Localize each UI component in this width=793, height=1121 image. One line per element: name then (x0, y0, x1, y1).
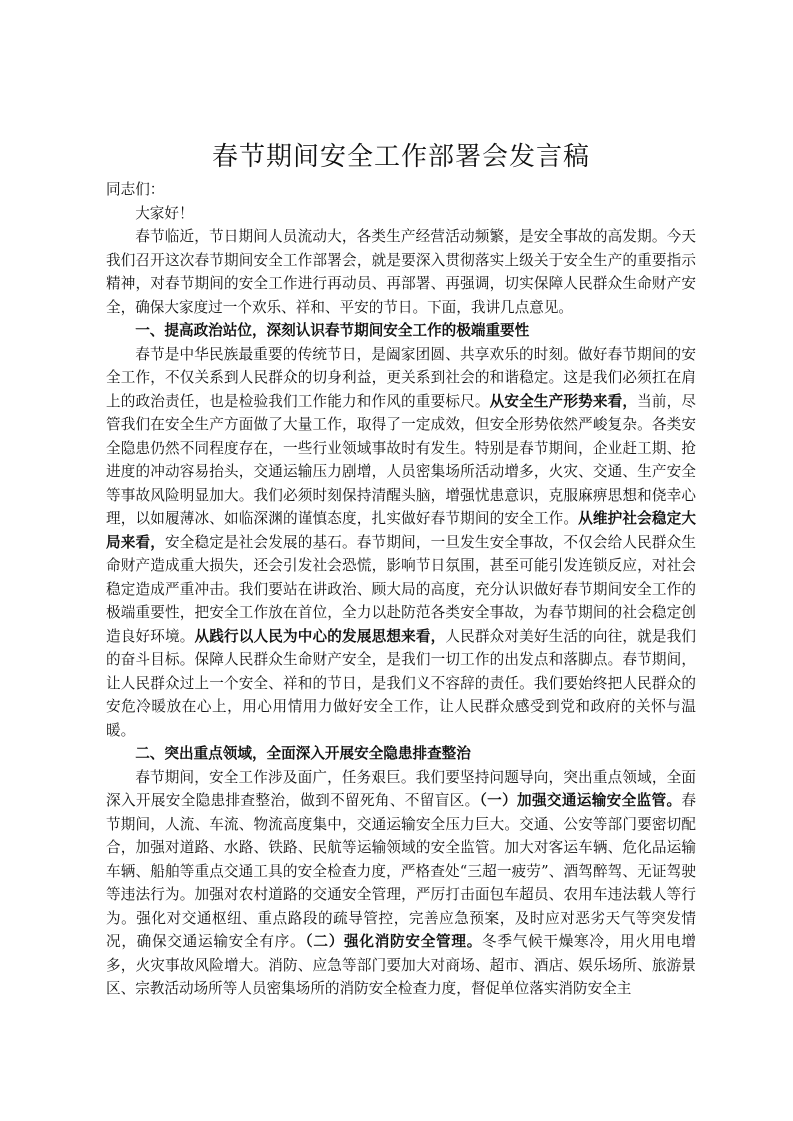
section-2-text-a: 春节期间，安全工作涉及面广，任务艰巨。我们要坚持问题导向，突出重点领域，全面深入开展安全隐患排查整治，做到不留死角、不留盲区。 (106, 768, 696, 809)
document-title: 春节期间安全工作部署会发言稿 (211, 142, 590, 172)
salutation: 同志们： (106, 181, 165, 198)
section-1-text-a: 春节是中华民族最重要的传统节日，是阖家团圆、共享欢乐的时刻。做好春节期间的安全工作，不仅关系到人民群众的切身利益，更关系到社会的和谐稳定。这是我们必须扛在肩上的政治责任，也是检验我们工作能力和作风的重要标尺。 (106, 345, 696, 410)
section-1-text-c: 安全稳定是社会发展的基石。春节期间，一旦发生安全事故，不仅会给人民群众生命财产造成重大损失，还会引发社会恐慌，影响节日氛围，甚至可能引发连锁反应，对社会稳定造成严重冲击。我们要站在讲政治、顾大局的高度，充分认识做好春节期间安全工作的极端重要性，把安全工作放在首位，全力以赴防范各类安全事故，为春节期间的社会稳定创造良好环境。 (106, 533, 696, 645)
section-2-heading: 二、突出重点领域，全面深入开展安全隐患排查整治 (135, 745, 471, 762)
section-1-emphasis-people-centered: 从践行以人民为中心的发展思想来看， (194, 627, 446, 645)
section-1-paragraph (106, 343, 696, 743)
document-body (106, 138, 696, 1001)
section-2-paragraph (106, 766, 696, 1001)
section-2-subheading-traffic: （一）加强交通运输安全监管。 (479, 792, 682, 809)
intro-paragraph: 春节临近，节日期间人员流动大，各类生产经营活动频繁，是安全事故的高发期。今天我们召开这次春节期间安全工作部署会，就是要深入贯彻落实上级关于安全生产的重要指示精神，对春节期间的安全工作进行再动员、再部署、再强调，切实保障人民群众生命财产安全，确保大家度过一个欢乐、祥和、平安的节日。下面，我讲几点意见。 (106, 228, 696, 316)
section-1-emphasis-safety-situation: 从安全生产形势来看， (489, 392, 638, 410)
greeting: 大家好！ (135, 204, 194, 222)
section-1-text-d: 人民群众对美好生活的向往，就是我们的奋斗目标。保障人民群众生命财产安全，是我们一切工作的出发点和落脚点。春节期间，让人民群众过上一个安全、祥和的节日，是我们义不容辞的责任。我们要始终把人民群众的安危冷暖放在心上，用心用情用力做好安全工作，让人民群众感受到党和政府的关怀与温暖。 (106, 627, 696, 739)
section-2-text-b: 春节期间，人流、车流、物流高度集中，交通运输安全压力巨大。交通、公安等部门要密切配合，加强对道路、水路、铁路、民航等运输领域的安全监管。加大对客运车辆、危化品运输车辆、船舶等重点交通工具的安全检查力度，严格查处“三超一疲劳”、酒驾醉驾、无证驾驶等违法行为。加强对农村道路的交通安全管理，严厉打击面包车超员、农用车违法载人等行为。强化对交通枢纽、重点路段的疏导管控，完善应急预案，及时应对恶劣天气等突发情况，确保交通运输安全有序。 (106, 792, 696, 950)
section-1-heading: 一、提高政治站位，深刻认识春节期间安全工作的极端重要性 (135, 322, 530, 339)
section-1-text-b: 当前，尽管我们在安全生产方面做了大量工作，取得了一定成效，但安全形势依然严峻复杂。各类安全隐患仍然不同程度存在，一些行业领域事故时有发生。特别是春节期间，企业赶工期、抢进度的冲动容易抬头，交通运输压力剧增，人员密集场所活动增多，火灾、交通、生产安全等事故风险明显加大。我们必须时刻保持清醒头脑，增强忧患意识，克服麻痹思想和侥幸心理，以如履薄冰、如临深渊的谨慎态度，扎实做好春节期间的安全工作。 (106, 392, 696, 527)
section-2-subheading-fire: （二）强化消防安全管理。 (305, 933, 483, 950)
section-1-emphasis-social-stability: 从维护社会稳定大局来看， (106, 510, 696, 551)
section-2-text-c: 冬季气候干燥寒冷，用火用电增多，火灾事故风险增大。消防、应急等部门要加大对商场、超市、酒店、娱乐场所、旅游景区、宗教活动场所等人员密集场所的消防安全检查力度，督促单位落实消防安全主 (106, 933, 696, 997)
